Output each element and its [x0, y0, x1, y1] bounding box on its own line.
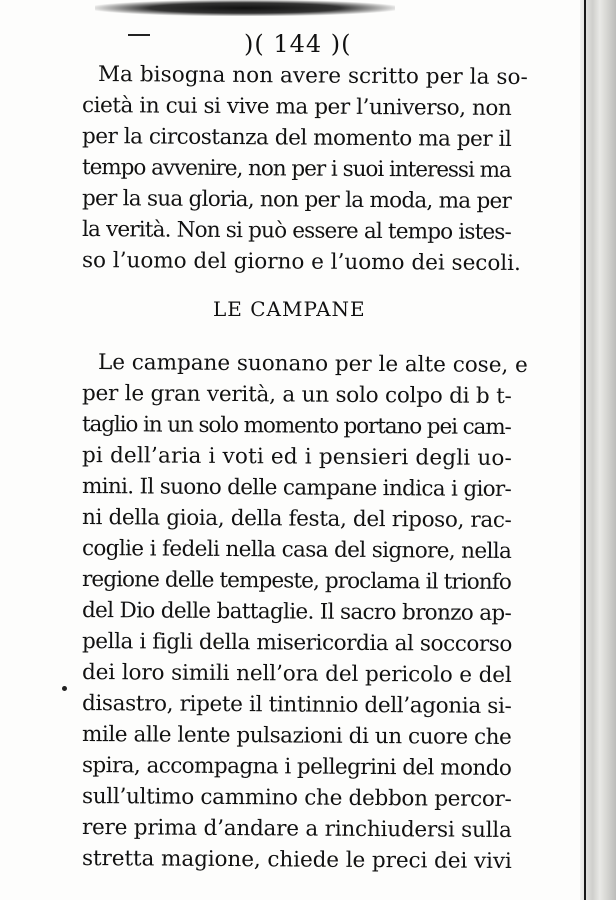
- text-line: Ma bisogna non avere scritto per la so-: [97, 62, 528, 91]
- text-line: dei loro simili nell’ora del pericolo e del: [81, 660, 512, 688]
- text-line: spira, accompagna i pellegrini del mondo: [81, 753, 512, 781]
- text-line: pi dell’aria i voti ed i pensieri degli uo-: [81, 443, 513, 472]
- text-line: la verità. Non si può essere al tempo istes-: [81, 217, 512, 245]
- text-line: regione delle tempeste, proclama il trionfo: [81, 567, 512, 595]
- section-heading: LE CAMPANE: [213, 297, 366, 321]
- text-line: ni della gioia, della festa, del riposo, rac-: [81, 505, 512, 533]
- text-line: stretta magione, chiede le preci dei vivi: [81, 846, 512, 874]
- text-line: pella i figli della misericordia al soccorso: [81, 629, 512, 658]
- text-line: Le campane suonano per le alte cose, e: [97, 350, 528, 379]
- page-number: )( 144 )(: [244, 30, 352, 58]
- text-line: so l’uomo del giorno e l’uomo dei secoli.: [81, 248, 521, 277]
- text-line: disastro, ripete il tintinnio dell’agonia si-: [81, 691, 512, 719]
- text-line: taglio in un solo momento portano pei cam-: [81, 412, 511, 440]
- text-line: per le gran verità, a un solo colpo di b t-: [81, 381, 512, 409]
- scan-shadow: [95, 0, 395, 16]
- text-line: sull’ultimo cammino che debbon percor-: [81, 784, 512, 812]
- text-line: rere prima d’andare a rinchiudersi sulla: [81, 815, 512, 843]
- text-line: coglie i fedeli nella casa del signore, nella: [81, 536, 512, 564]
- text-line: mini. Il suono delle campane indica i gior-: [81, 474, 512, 502]
- text-line: cietà in cui si vive ma per l’universo, non: [81, 93, 512, 121]
- page-dash: [128, 34, 150, 36]
- page-edge-line: [584, 0, 586, 900]
- ink-dot: [62, 686, 67, 691]
- text-line: del Dio delle battaglie. Il sacro bronzo ap-: [81, 598, 512, 626]
- text-line: mile alle lente pulsazioni di un cuore che: [81, 722, 512, 750]
- text-line: per la circostanza del momento ma per il: [81, 124, 512, 152]
- text-line: tempo avvenire, non per i suoi interessi ma: [81, 155, 511, 183]
- text-line: per la sua gloria, non per la moda, ma per: [81, 186, 512, 214]
